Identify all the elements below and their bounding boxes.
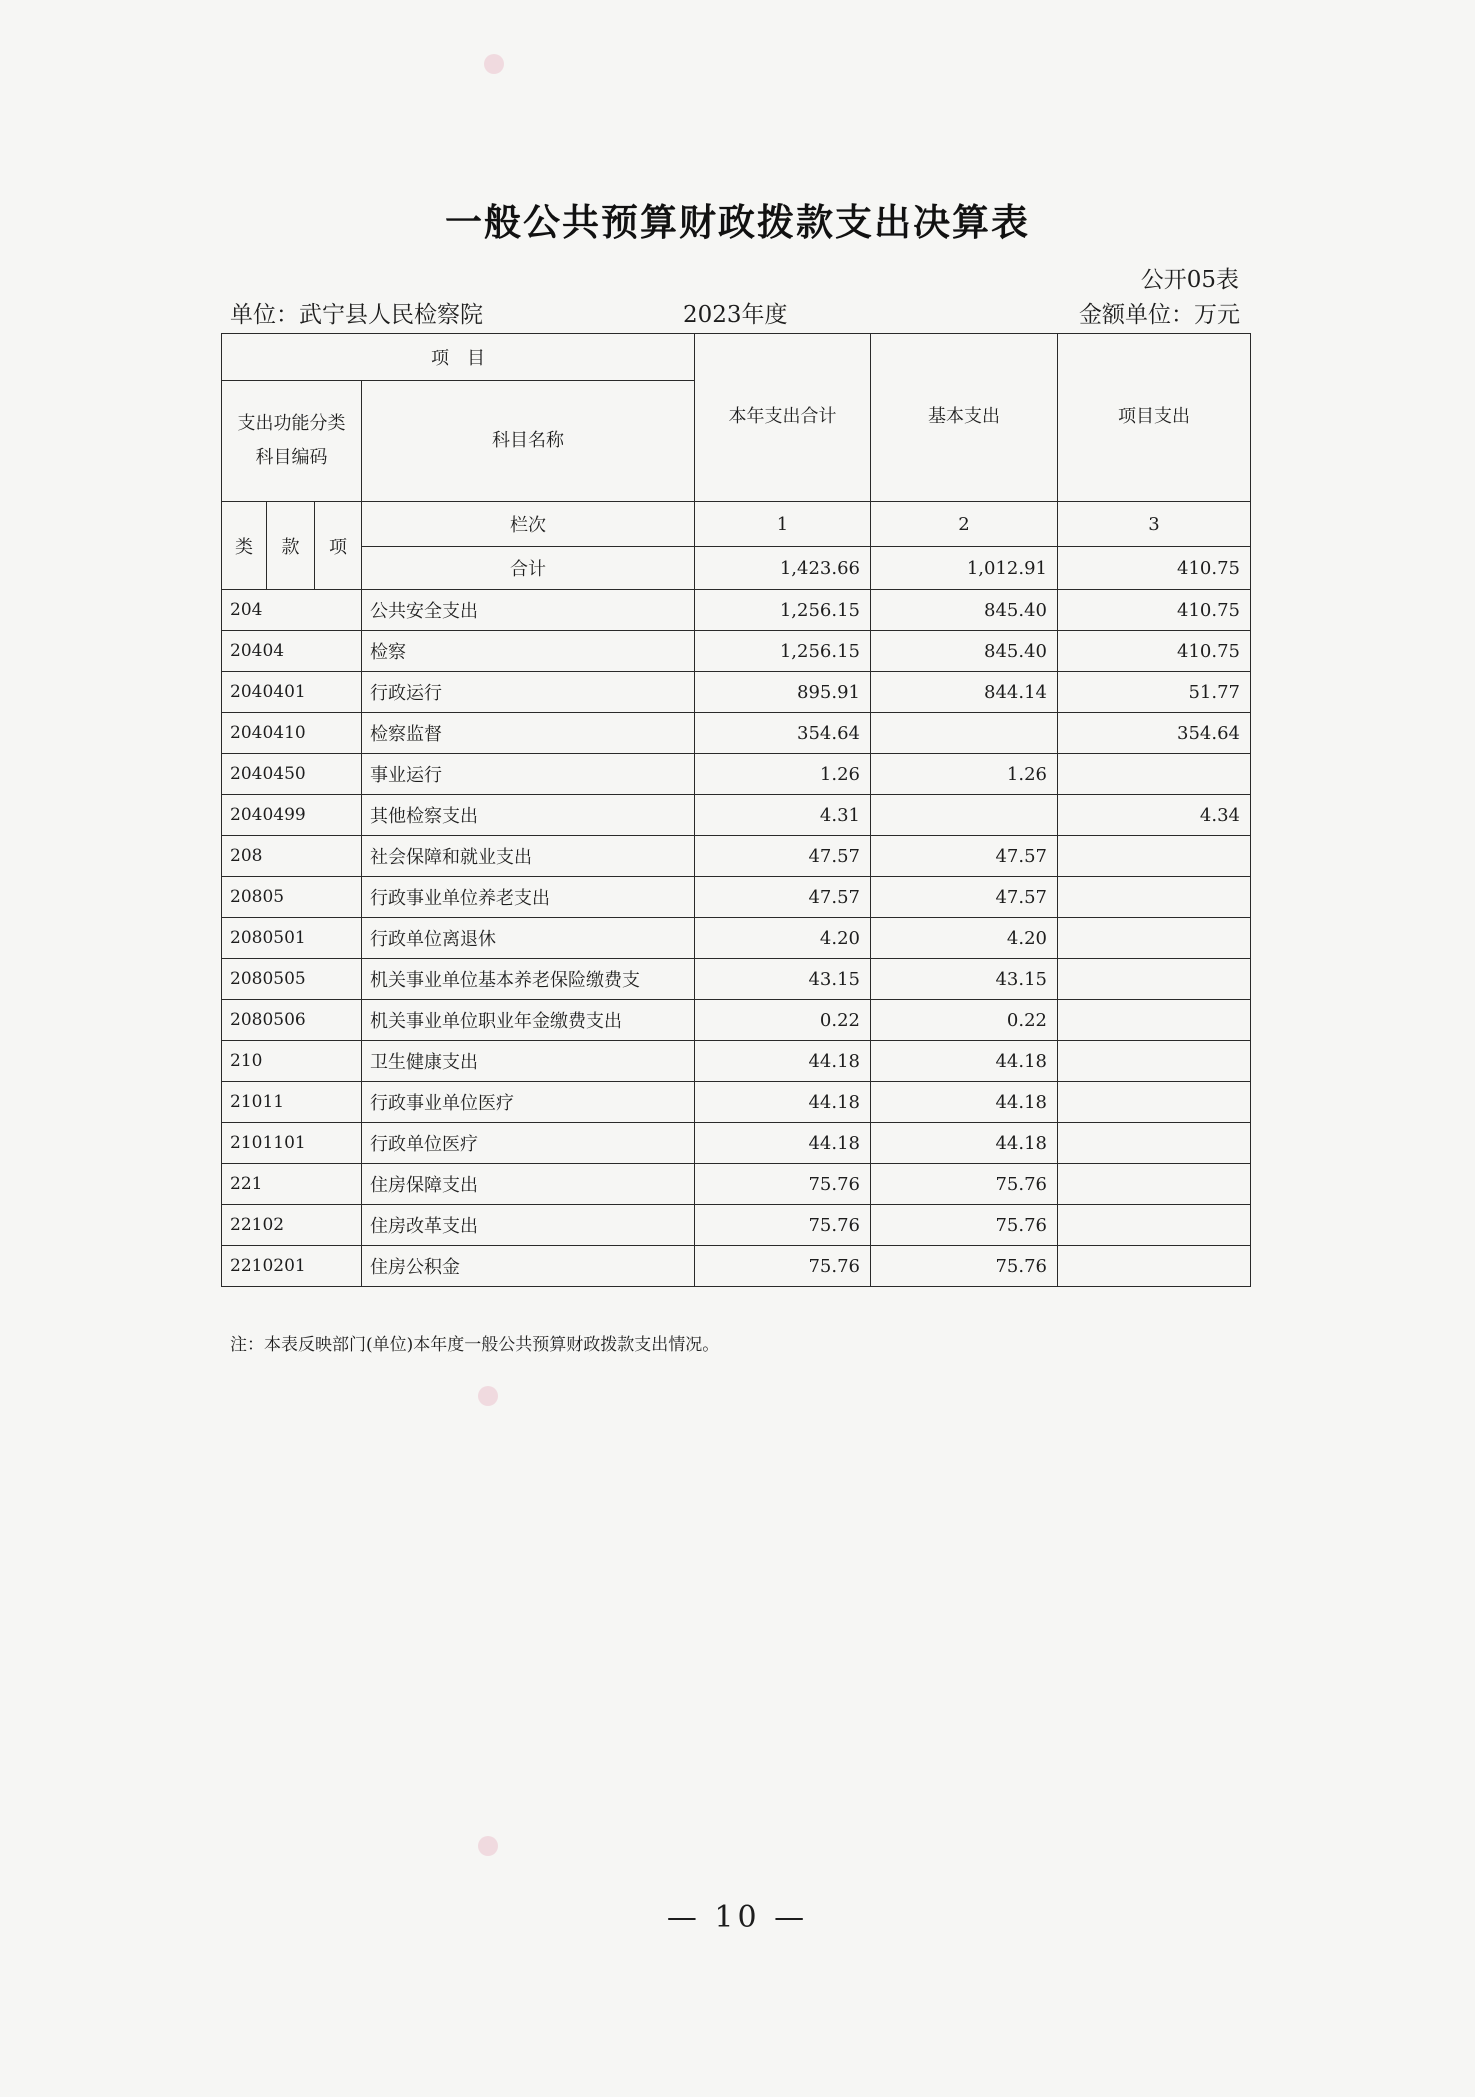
row-name: 行政事业单位医疗 bbox=[362, 1082, 695, 1123]
stamp-mark-bottom bbox=[478, 1836, 498, 1856]
row-name: 住房改革支出 bbox=[362, 1205, 695, 1246]
row-code: 204 bbox=[222, 590, 362, 631]
stamp-mark-middle bbox=[478, 1386, 498, 1406]
header-lanci-2: 2 bbox=[871, 502, 1058, 547]
header-col-basic: 基本支出 bbox=[871, 334, 1058, 502]
row-project bbox=[1058, 918, 1251, 959]
row-name: 住房公积金 bbox=[362, 1246, 695, 1287]
row-code: 21011 bbox=[222, 1082, 362, 1123]
row-basic: 43.15 bbox=[871, 959, 1058, 1000]
header-lanci-1: 1 bbox=[695, 502, 871, 547]
table-row bbox=[222, 959, 1251, 1000]
row-name: 住房保障支出 bbox=[362, 1164, 695, 1205]
table-row bbox=[222, 590, 1251, 631]
row-code: 2040410 bbox=[222, 713, 362, 754]
row-project: 410.75 bbox=[1058, 631, 1251, 672]
row-total: 4.20 bbox=[695, 918, 871, 959]
row-basic: 47.57 bbox=[871, 877, 1058, 918]
sum-project: 410.75 bbox=[1058, 547, 1251, 590]
row-project bbox=[1058, 1041, 1251, 1082]
row-name: 行政单位离退休 bbox=[362, 918, 695, 959]
table-row bbox=[222, 754, 1251, 795]
row-total: 0.22 bbox=[695, 1000, 871, 1041]
row-basic: 75.76 bbox=[871, 1164, 1058, 1205]
row-code: 2040450 bbox=[222, 754, 362, 795]
row-name: 机关事业单位职业年金缴费支出 bbox=[362, 1000, 695, 1041]
row-project bbox=[1058, 754, 1251, 795]
budget-table bbox=[221, 333, 1251, 1287]
row-project bbox=[1058, 1164, 1251, 1205]
row-name: 社会保障和就业支出 bbox=[362, 836, 695, 877]
header-code-label-line1: 支出功能分类 bbox=[237, 412, 346, 434]
row-total: 44.18 bbox=[695, 1123, 871, 1164]
row-code: 2080501 bbox=[222, 918, 362, 959]
row-total: 895.91 bbox=[695, 672, 871, 713]
row-name: 事业运行 bbox=[362, 754, 695, 795]
row-name: 检察 bbox=[362, 631, 695, 672]
row-name: 行政运行 bbox=[362, 672, 695, 713]
row-total: 75.76 bbox=[695, 1205, 871, 1246]
row-total: 43.15 bbox=[695, 959, 871, 1000]
page-number: — 10 — bbox=[666, 1900, 809, 1935]
row-project bbox=[1058, 877, 1251, 918]
row-total: 1.26 bbox=[695, 754, 871, 795]
row-code: 208 bbox=[222, 836, 362, 877]
row-name: 检察监督 bbox=[362, 713, 695, 754]
table-row bbox=[222, 631, 1251, 672]
row-code: 20404 bbox=[222, 631, 362, 672]
row-name: 公共安全支出 bbox=[362, 590, 695, 631]
row-name: 行政单位医疗 bbox=[362, 1123, 695, 1164]
form-number: 公开05表 bbox=[1140, 267, 1239, 293]
row-total: 44.18 bbox=[695, 1041, 871, 1082]
row-code: 22102 bbox=[222, 1205, 362, 1246]
row-basic: 845.40 bbox=[871, 631, 1058, 672]
sum-row bbox=[222, 547, 1251, 590]
header-name-label: 科目名称 bbox=[362, 381, 695, 502]
row-total: 4.31 bbox=[695, 795, 871, 836]
row-basic: 845.40 bbox=[871, 590, 1058, 631]
table-row bbox=[222, 1246, 1251, 1287]
table-row bbox=[222, 877, 1251, 918]
row-name: 机关事业单位基本养老保险缴费支 bbox=[362, 959, 695, 1000]
row-project bbox=[1058, 959, 1251, 1000]
row-project bbox=[1058, 1082, 1251, 1123]
table-row bbox=[222, 713, 1251, 754]
table-row bbox=[222, 795, 1251, 836]
row-project bbox=[1058, 1246, 1251, 1287]
header-col-total: 本年支出合计 bbox=[695, 334, 871, 502]
row-project bbox=[1058, 1000, 1251, 1041]
row-total: 44.18 bbox=[695, 1082, 871, 1123]
row-code: 2210201 bbox=[222, 1246, 362, 1287]
header-col-project: 项目支出 bbox=[1058, 334, 1251, 502]
row-code: 2040499 bbox=[222, 795, 362, 836]
row-project: 410.75 bbox=[1058, 590, 1251, 631]
row-basic: 44.18 bbox=[871, 1082, 1058, 1123]
row-total: 75.76 bbox=[695, 1164, 871, 1205]
row-basic bbox=[871, 713, 1058, 754]
header-row-lanci bbox=[222, 502, 1251, 547]
row-total: 47.57 bbox=[695, 877, 871, 918]
row-project: 51.77 bbox=[1058, 672, 1251, 713]
row-basic bbox=[871, 795, 1058, 836]
sum-basic: 1,012.91 bbox=[871, 547, 1058, 590]
row-basic: 44.18 bbox=[871, 1041, 1058, 1082]
sum-total: 1,423.66 bbox=[695, 547, 871, 590]
unit-label: 单位：武宁县人民检察院 bbox=[230, 302, 483, 328]
row-project bbox=[1058, 1123, 1251, 1164]
row-basic: 47.57 bbox=[871, 836, 1058, 877]
row-project: 354.64 bbox=[1058, 713, 1251, 754]
row-code: 221 bbox=[222, 1164, 362, 1205]
table-row bbox=[222, 1123, 1251, 1164]
stamp-mark-top bbox=[484, 54, 504, 74]
header-cls-lei: 类 bbox=[222, 502, 267, 590]
row-name: 卫生健康支出 bbox=[362, 1041, 695, 1082]
row-total: 354.64 bbox=[695, 713, 871, 754]
page-title: 一般公共预算财政拨款支出决算表 bbox=[445, 200, 1030, 244]
meta-row bbox=[230, 296, 1240, 332]
row-code: 2040401 bbox=[222, 672, 362, 713]
header-cls-xiang: 项 bbox=[315, 502, 362, 590]
row-project: 4.34 bbox=[1058, 795, 1251, 836]
table-row bbox=[222, 672, 1251, 713]
row-code: 2080505 bbox=[222, 959, 362, 1000]
header-lanci: 栏次 bbox=[362, 502, 695, 547]
row-basic: 0.22 bbox=[871, 1000, 1058, 1041]
row-code: 2101101 bbox=[222, 1123, 362, 1164]
year-label: 2023年度 bbox=[683, 302, 788, 328]
row-project bbox=[1058, 836, 1251, 877]
row-name: 其他检察支出 bbox=[362, 795, 695, 836]
table-row bbox=[222, 836, 1251, 877]
row-total: 1,256.15 bbox=[695, 631, 871, 672]
row-code: 210 bbox=[222, 1041, 362, 1082]
row-total: 1,256.15 bbox=[695, 590, 871, 631]
row-code: 20805 bbox=[222, 877, 362, 918]
row-basic: 4.20 bbox=[871, 918, 1058, 959]
row-code: 2080506 bbox=[222, 1000, 362, 1041]
row-name: 行政事业单位养老支出 bbox=[362, 877, 695, 918]
row-basic: 844.14 bbox=[871, 672, 1058, 713]
header-lanci-3: 3 bbox=[1058, 502, 1251, 547]
header-code-label bbox=[222, 381, 362, 502]
table-note: 注：本表反映部门(单位)本年度一般公共预算财政拨款支出情况。 bbox=[230, 1335, 720, 1355]
table-row bbox=[222, 1205, 1251, 1246]
header-cls-kuan: 款 bbox=[267, 502, 315, 590]
sum-label: 合计 bbox=[362, 547, 695, 590]
row-project bbox=[1058, 1205, 1251, 1246]
row-basic: 75.76 bbox=[871, 1246, 1058, 1287]
table-row bbox=[222, 1000, 1251, 1041]
header-item: 项 目 bbox=[222, 334, 695, 381]
row-total: 47.57 bbox=[695, 836, 871, 877]
money-unit-label: 金额单位：万元 bbox=[1079, 302, 1240, 328]
table-row bbox=[222, 1041, 1251, 1082]
row-basic: 1.26 bbox=[871, 754, 1058, 795]
table-row bbox=[222, 1082, 1251, 1123]
header-row-item bbox=[222, 334, 1251, 381]
row-basic: 75.76 bbox=[871, 1205, 1058, 1246]
table-row bbox=[222, 918, 1251, 959]
header-code-label-line2: 科目编码 bbox=[255, 447, 328, 468]
row-total: 75.76 bbox=[695, 1246, 871, 1287]
row-basic: 44.18 bbox=[871, 1123, 1058, 1164]
table-row bbox=[222, 1164, 1251, 1205]
